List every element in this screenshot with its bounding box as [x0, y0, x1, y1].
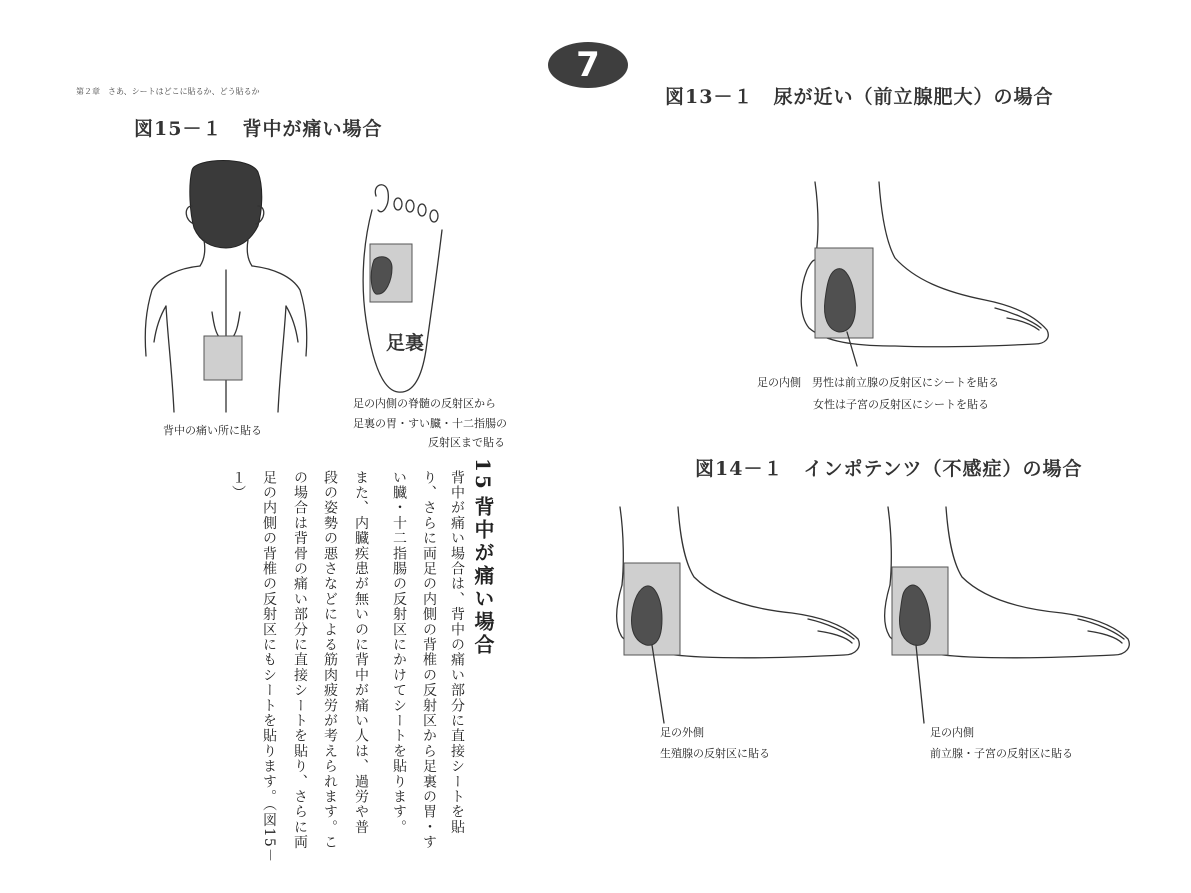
body-text-column: また、内臓疾患が無いのに背中が痛い人は、過労や普: [353, 470, 369, 835]
foot-inner-illustration-2: [880, 505, 1140, 670]
body-text-column: １）: [230, 470, 246, 501]
fig13-caption-2: 女性は子宮の反射区にシートを貼る: [813, 398, 989, 411]
fig13-caption-1: 足の内側 男性は前立腺の反射区にシートを貼る: [757, 376, 999, 389]
figure-15-title: 図15－１ 背中が痛い場合: [134, 118, 383, 140]
sole-caption-line-1: 足の内側の脊髄の反射区から: [353, 397, 496, 410]
body-text-column: 背中が痛い場合は、背中の痛い部分に直接シートを貼: [449, 470, 465, 835]
figure-13-title: 図13－１ 尿が近い（前立腺肥大）の場合: [665, 86, 1054, 108]
fig14-left-caption-1: 足の外側: [660, 726, 704, 739]
back-illustration: [140, 160, 320, 420]
fig14-right-caption-1: 足の内側: [930, 726, 974, 739]
figure-14-title: 図14－１ インポテンツ（不感症）の場合: [695, 458, 1083, 480]
page-badge: 7: [548, 42, 628, 88]
section-number: 15: [471, 458, 495, 492]
sole-caption-line-3: 反射区まで貼る: [428, 436, 505, 449]
section-title: 背中が痛い場合: [471, 496, 495, 657]
body-text-column: の場合は背骨の痛い部分に直接シートを貼り、さらに両: [292, 470, 308, 850]
sole-caption-line-2: 足裏の胃・すい臓・十二指腸の: [353, 417, 507, 430]
body-text-column: 段の姿勢の悪さなどによる筋肉疲労が考えられます。こ: [322, 470, 338, 850]
chapter-header: 第２章 さあ、シートはどこに貼るか、どう貼るか: [76, 87, 260, 96]
sole-label: 足裏: [386, 332, 425, 354]
fig14-right-caption-2: 前立腺・子宮の反射区に貼る: [930, 747, 1073, 760]
back-caption: 背中の痛い所に貼る: [163, 424, 262, 437]
sole-illustration: [352, 180, 452, 395]
body-text-column: い臓・十二指腸の反射区にかけてシートを貼ります。: [391, 470, 407, 835]
fig14-left-caption-2: 生殖腺の反射区に貼る: [660, 747, 770, 760]
body-text-column: 足の内側の背椎の反射区にもシートを貼ります。（図15－: [261, 470, 277, 864]
foot-inner-illustration: [795, 180, 1060, 355]
foot-outer-illustration: [612, 505, 867, 670]
body-text-column: り、さらに両足の内側の背椎の反射区から足裏の胃・す: [421, 470, 437, 850]
